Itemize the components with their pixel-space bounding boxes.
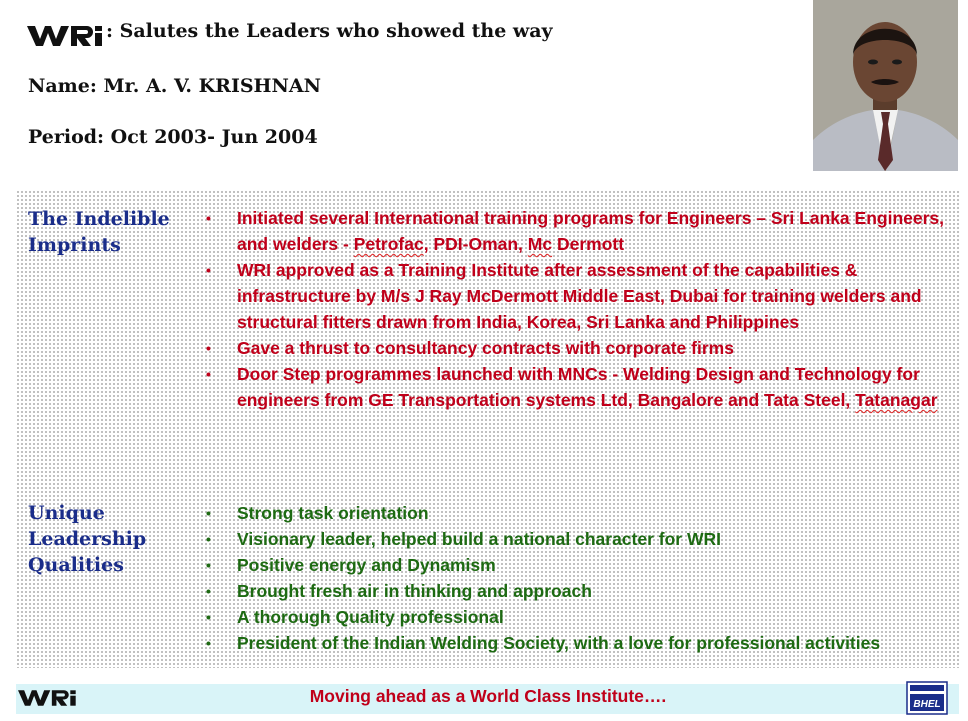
list-item: • Initiated several International training programs for Engineers – Sri Lanka Engineers, and welders - Petrofac, PDI-Oman, Mc Dermott bbox=[204, 205, 949, 257]
list-item: • Brought fresh air in thinking and approach bbox=[204, 578, 949, 604]
list-item: • Door Step programmes launched with MNCs - Welding Design and Technology for engineers from GE Transportation systems Ltd, Bangalore and Tata Steel, Tatanagar bbox=[204, 361, 949, 413]
wri-footer-logo bbox=[18, 688, 78, 708]
footer-tagline: Moving ahead as a World Class Institute…. bbox=[309, 686, 667, 706]
imprints-section-title: The Indelible Imprints bbox=[28, 208, 170, 256]
list-item: • Strong task orientation bbox=[204, 500, 949, 526]
svg-text:BHEL: BHEL bbox=[913, 699, 941, 710]
header-title: : Salutes the Leaders who showed the way bbox=[106, 20, 553, 42]
name-line: Name: Mr. A. V. KRISHNAN bbox=[28, 75, 321, 97]
imprints-list bbox=[204, 205, 949, 413]
list-item: • Positive energy and Dynamism bbox=[204, 552, 949, 578]
bhel-logo bbox=[906, 681, 948, 715]
list-item: • Gave a thrust to consultancy contracts with corporate firms bbox=[204, 335, 949, 361]
list-item: • President of the Indian Welding Society, with a love for professional activities bbox=[204, 630, 949, 656]
bullet-icon: • bbox=[206, 340, 211, 356]
qualities-list bbox=[204, 500, 949, 656]
bullet-icon: • bbox=[206, 505, 211, 521]
list-item: • WRI approved as a Training Institute after assessment of the capabilities & infrastructure by M/s J Ray McDermott Middle East, Dubai for training welders and structural fitters drawn from India, Korea, Sri Lanka and Philippines bbox=[204, 257, 949, 335]
bullet-icon: • bbox=[206, 609, 211, 625]
bullet-icon: • bbox=[206, 262, 211, 278]
list-item: • Visionary leader, helped build a national character for WRI bbox=[204, 526, 949, 552]
bullet-icon: • bbox=[206, 557, 211, 573]
svg-text:WRI: WRI bbox=[27, 24, 29, 25]
bullet-icon: • bbox=[206, 210, 211, 226]
bullet-icon: • bbox=[206, 583, 211, 599]
period-line: Period: Oct 2003- Jun 2004 bbox=[28, 126, 318, 148]
bullet-icon: • bbox=[206, 635, 211, 651]
portrait-photo bbox=[813, 0, 958, 171]
qualities-section-title: Unique Leadership Qualities bbox=[28, 502, 147, 576]
bullet-icon: • bbox=[206, 366, 211, 382]
bullet-icon: • bbox=[206, 531, 211, 547]
list-item: • A thorough Quality professional bbox=[204, 604, 949, 630]
wri-logo bbox=[27, 24, 105, 48]
